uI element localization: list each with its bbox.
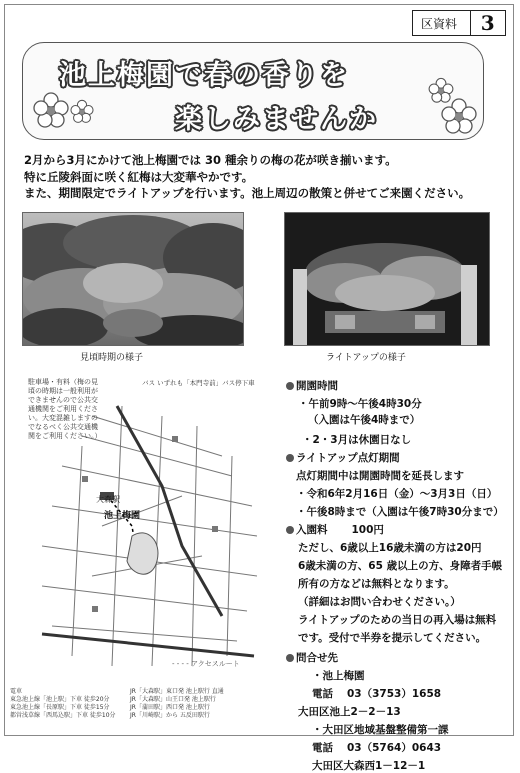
hours-line: ・午前9時～午後4時30分 (298, 398, 422, 410)
transit-line: JR「大森駅」東口発 池上駅行 直通 (130, 688, 224, 695)
bullet-icon (286, 526, 294, 534)
transit-line: JR「川崎駅」から 五反田駅行 (130, 712, 210, 719)
plum-blossom-icon (31, 91, 71, 131)
plum-blossom-icon-right (439, 97, 479, 137)
parking-note: 駐車場・有料（梅の見頃の時期は一般利用ができませんので公共交通機関をご利用ください。大変混雑しますのでなるべく公共交通機関をご利用ください。） (28, 378, 102, 440)
lightup-line: ・午後8時まで（入園は午後7時30分まで） (296, 506, 504, 518)
fee-line: 所有の方などは無料となります。 (298, 578, 455, 590)
fee-line: （詳細はお問い合わせください。） (298, 596, 461, 608)
transit-line: 東急池上線「池上駅」下車 徒歩20分 (10, 696, 110, 703)
route-legend: - - - - アクセスルート (172, 660, 240, 668)
title-line-1: 池上梅園で春の香りを (59, 60, 349, 91)
transit-line: 東急池上線「長原駅」下車 徒歩15分 (10, 704, 110, 711)
transit-line: JR「蒲田駅」西口発 池上駅行 (130, 704, 210, 711)
contact-address: 大田区池上2－2－13 (298, 706, 401, 718)
hours-heading: 開園時間 (286, 378, 338, 393)
caption-lightup: ライトアップの様子 (326, 353, 406, 363)
fee-line: です。受付で半券を提示してください。 (298, 632, 487, 644)
bullet-icon (286, 654, 294, 662)
fee-amount: 100円 (351, 524, 384, 536)
hours-line: （入園は午後4時まで） (308, 414, 421, 426)
intro-line-1: 2月から3月にかけて池上梅園では 30 種余りの梅の花が咲き揃います。 (24, 153, 397, 167)
bullet-icon (286, 382, 294, 390)
hours-line: ・2・3月は休園日なし (302, 434, 412, 446)
transit-line: JR「大森駅」山王口発 池上駅行 (130, 696, 216, 703)
fee-line: ただし、6歳以上16歳未満の方は20円 (298, 542, 482, 554)
bullet-icon (286, 454, 294, 462)
map-station-label: 大森駅 (96, 495, 120, 504)
contact-heading: 問合せ先 (286, 650, 338, 665)
caption-peak-bloom: 見頃時期の様子 (80, 353, 144, 363)
fee-heading: 入園料 100円 (286, 522, 384, 537)
document-label-text: 区資料 (421, 16, 458, 31)
transit-line: 電車 (10, 688, 23, 695)
title-line-2: 楽しみませんか (175, 104, 378, 135)
contact-phone: 電話 03（3753）1658 (312, 688, 442, 700)
map-ume-label: 池上梅園 (104, 511, 141, 521)
photo-lightup (284, 212, 490, 346)
contact-name: ・大田区地域基盤整備第一課 (312, 724, 449, 736)
contact-address: 大田区大森西1－12－1 (312, 760, 426, 772)
access-map (22, 376, 266, 686)
photo-peak-bloom (22, 212, 244, 346)
intro-line-3: また、期間限定でライトアップを行います。池上周辺の散策と併せてご来園ください。 (24, 186, 471, 200)
fee-line: ライトアップのための当日の再入場は無料 (298, 614, 497, 626)
title-banner (22, 42, 484, 140)
plum-blossom-small-icon (69, 99, 95, 125)
fee-line: 6歳未満の方、65 歳以上の方、身障者手帳 (298, 560, 503, 572)
intro-paragraph (24, 152, 504, 202)
document-label (412, 10, 506, 36)
transit-line: 都営浅草線「西馬込駅」下車 徒歩10分 (10, 712, 116, 719)
lightup-line: ・令和6年2月16日（金）～3月3日（日） (296, 488, 498, 500)
document-number: 3 (470, 11, 506, 35)
lightup-line: 点灯期間中は開園時間を延長します (296, 470, 464, 482)
contact-name: ・池上梅園 (312, 670, 365, 682)
bus-note: バス いずれも「本門寺前」バス停下車 (142, 379, 255, 387)
contact-phone: 電話 03（5764）0643 (312, 742, 442, 754)
intro-line-2: 特に丘陵斜面に咲く紅梅は大変華やかです。 (24, 169, 254, 184)
lightup-heading: ライトアップ点灯期間 (286, 450, 400, 465)
